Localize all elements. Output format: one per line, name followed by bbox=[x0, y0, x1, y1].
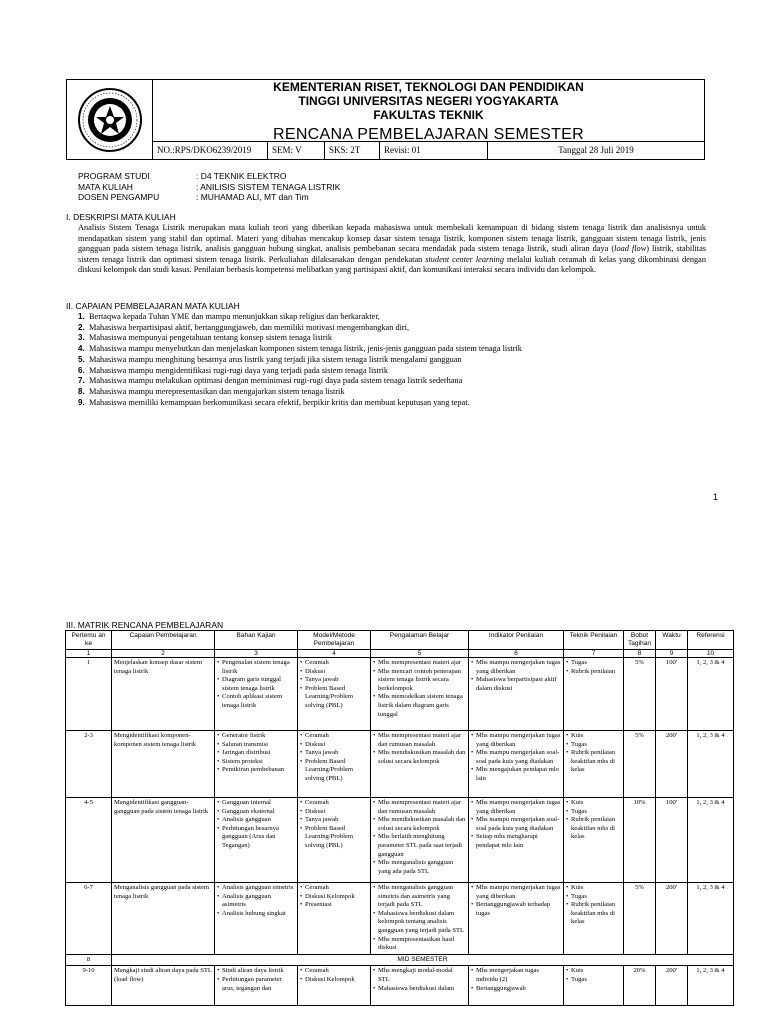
item-number: 3. bbox=[78, 333, 85, 343]
info-key: DOSEN PENGAMPU bbox=[78, 192, 160, 202]
list-item bbox=[78, 398, 698, 409]
list-item: • Diskusi Kelompok bbox=[300, 976, 368, 985]
section-heading-outcomes: II. CAPAIAN PEMBELAJARAN MATA KULIAH bbox=[66, 301, 240, 311]
faculty-title: FAKULTAS TEKNIK bbox=[373, 108, 484, 122]
column-number: 4 bbox=[298, 650, 371, 658]
teaching-method-cell bbox=[298, 883, 371, 955]
column-number: 7 bbox=[564, 650, 624, 658]
assessment-indicator-cell bbox=[469, 658, 564, 731]
list-item: • Gangguan eksternal bbox=[217, 808, 295, 817]
list-item: • Tugas bbox=[566, 808, 621, 817]
assessment-technique-cell bbox=[564, 883, 624, 955]
list-item: • Problem Based Learning/Problem solving (PBL) bbox=[300, 685, 368, 711]
list-item: • Mhs menganalisis gangguan yang ada pada STL bbox=[373, 859, 466, 876]
list-item: • Rubrik penilaian keaktifan mhs di kelas bbox=[566, 749, 621, 775]
item-text: Mahasiswa berpartisipasi aktif, bertanggungjaweb, dan memiliki motivasi mengembangkan diri, bbox=[89, 322, 410, 332]
list-item: • Tugas bbox=[566, 741, 621, 750]
list-item: • Pemikiran pembebanan bbox=[217, 766, 295, 775]
study-material-cell bbox=[215, 883, 298, 955]
learning-experience-cell-list bbox=[373, 799, 466, 876]
list-item: • Tugas bbox=[566, 659, 621, 668]
list-item: • Ceramah bbox=[300, 799, 368, 808]
item-number: 7. bbox=[78, 376, 85, 386]
item-text: Mahasiswa mampu menyebutkan dan menjelaskan komponen sistem tenaga listrik, jenis-jenis gangguan pada sistem tenaga listrik bbox=[89, 344, 522, 354]
info-row bbox=[78, 182, 340, 193]
week-cell: 8 bbox=[66, 954, 112, 966]
column-header: Referensi bbox=[688, 631, 734, 650]
list-item bbox=[78, 312, 698, 323]
assessment-technique-cell-list bbox=[566, 799, 621, 842]
table-header-row bbox=[66, 631, 734, 650]
reference-cell: 1, 2, 3 & 4 bbox=[688, 658, 734, 731]
assessment-technique-cell-list bbox=[566, 659, 621, 676]
list-item: • Kuis bbox=[566, 732, 621, 741]
assessment-indicator-cell-list bbox=[471, 884, 561, 918]
item-text: Mahasiswa mampu menghitung besarnya arus listrik yang terjadi jika sistem tenaga listrik mengalami gangguan bbox=[89, 354, 462, 364]
study-material-cell-list bbox=[217, 799, 295, 851]
list-item: • Rubrik penilaian keaktifan mhs di kelas bbox=[566, 816, 621, 842]
assessment-indicator-cell-list bbox=[471, 659, 561, 693]
list-item: • Mhs mampu mengerjakan tugas yang diberikan bbox=[471, 799, 561, 816]
list-item: • Problem Based Learning/Problem solving (PBL) bbox=[300, 825, 368, 851]
learning-experience-cell-list bbox=[373, 732, 466, 766]
list-item: • Mhs mengajukan pendapat mlo lain bbox=[471, 766, 561, 783]
column-header: Teknik Penilaian bbox=[564, 631, 624, 650]
list-item: • Mhs mampu mengerjakan soal-soal pada kuis yang diadakan bbox=[471, 816, 561, 833]
list-item: • Problem Based Learning/Problem solving (PBL) bbox=[300, 758, 368, 784]
list-item: • Diskusi bbox=[300, 668, 368, 677]
info-value: : MUHAMAD ALI, MT dan Tim bbox=[196, 192, 309, 202]
list-item: • Mhs mempresentasi materi ajar bbox=[373, 659, 466, 668]
column-header: Capaian Pembelajaran bbox=[112, 631, 215, 650]
revision: Revisi: 01 bbox=[380, 142, 488, 159]
description-text: ) listrik, stabilitas sistem tenaga listrik dan optimasi sistem tenaga listrik. Perkuliahan dilaksanakan dengan pendekatan bbox=[78, 244, 707, 264]
table-row bbox=[66, 966, 734, 1006]
teaching-method-cell bbox=[298, 731, 371, 798]
weight-cell: 5% bbox=[624, 658, 656, 731]
list-item: • Studi aliran daya listrik bbox=[217, 967, 295, 976]
list-item: • Gangguan internal bbox=[217, 799, 295, 808]
teaching-method-cell-list bbox=[300, 659, 368, 711]
column-number: 6 bbox=[469, 650, 564, 658]
course-description bbox=[78, 223, 706, 276]
column-number: 5 bbox=[371, 650, 469, 658]
doc-number: NO.:RPS/DKO6239/2019 bbox=[153, 142, 268, 159]
assessment-indicator-cell bbox=[469, 731, 564, 798]
description-text: melalui kuliah ceramah di kelas yang dikombinasi dengan diskusi kelompok dan studi kasus. Penilaian berbasis kompetensi melibatkan yang partisipasi aktif, dan komunikasi interaksi secara individu dan kelompok. bbox=[78, 254, 706, 274]
study-material-cell bbox=[215, 731, 298, 798]
teaching-method-cell-list bbox=[300, 967, 368, 984]
item-text: Mahasiswa mampu mengidentifikasi rugi-rugi daya yang terjadi pada sistem tenaga listrik bbox=[89, 365, 389, 375]
assessment-indicator-cell-list bbox=[471, 967, 561, 993]
learning-outcome-cell: Menjelaskan konsep dasar sistem tenaga listrik bbox=[112, 658, 215, 731]
item-number: 6. bbox=[78, 365, 85, 375]
list-item bbox=[78, 355, 698, 366]
list-item: • Ceramah bbox=[300, 884, 368, 893]
column-header: Pengalaman Belajar bbox=[371, 631, 469, 650]
learning-outcome-cell: Mengidentifikasi gangguan-gangguan pada sistem tenaga listrik bbox=[112, 798, 215, 883]
document-header bbox=[66, 79, 705, 160]
list-item: • Setiap mhs mengharapi pendapat mlo lain bbox=[471, 833, 561, 850]
section-heading-matrix: III. MATRIK RENCANA PEMBELAJARAN bbox=[66, 620, 224, 630]
list-item: • Mhs mampu mengerjakan tugas yang diberikan bbox=[471, 659, 561, 676]
list-item: • Mhs mendiskusikan masalah dan solusi secara kelompok bbox=[373, 816, 466, 833]
list-item: • Perhitungan besarnya gangguan (Arus dan Tegangan) bbox=[217, 825, 295, 851]
list-item bbox=[78, 333, 698, 344]
list-item: • Mahasiswa berdiskusi dalam bbox=[373, 985, 466, 994]
list-item: • Rubrik penilaian keaktifan mhs di kelas bbox=[566, 901, 621, 927]
time-cell: 200' bbox=[656, 966, 688, 1006]
assessment-indicator-cell bbox=[469, 883, 564, 955]
assessment-indicator-cell bbox=[469, 966, 564, 1006]
item-number: 1. bbox=[78, 312, 85, 321]
document-meta-row bbox=[153, 141, 704, 159]
university-logo-cell bbox=[67, 80, 153, 159]
study-material-cell bbox=[215, 798, 298, 883]
column-number: 9 bbox=[656, 650, 688, 658]
section-heading-description: I. DESKRIPSI MATA KULIAH bbox=[66, 212, 176, 222]
list-item: • Analisis hubung singkat bbox=[217, 910, 295, 919]
list-item: • Analisis gangguan simetris bbox=[217, 884, 295, 893]
week-cell: 9-10 bbox=[66, 966, 112, 1006]
reference-cell: 1, 2, 3 & 4 bbox=[688, 798, 734, 883]
list-item: • Generator listrik bbox=[217, 732, 295, 741]
list-item: • Ceramah bbox=[300, 967, 368, 976]
list-item: • Mhs mampu mengerjakan tugas yang diberikan bbox=[471, 732, 561, 749]
teaching-method-cell-list bbox=[300, 732, 368, 784]
study-material-cell-list bbox=[217, 884, 295, 918]
item-number: 2. bbox=[78, 322, 85, 332]
column-number: 2 bbox=[112, 650, 215, 658]
study-material-cell-list bbox=[217, 967, 295, 993]
assessment-indicator-cell bbox=[469, 798, 564, 883]
info-key: PROGRAM STUDI bbox=[78, 171, 150, 181]
list-item bbox=[78, 344, 698, 355]
column-header: Bahan Kajian bbox=[215, 631, 298, 650]
assessment-technique-cell bbox=[564, 966, 624, 1006]
learning-experience-cell bbox=[371, 658, 469, 731]
study-material-cell bbox=[215, 658, 298, 731]
list-item: • Tugas bbox=[566, 976, 621, 985]
table-row bbox=[66, 731, 734, 798]
semester: SEM: V bbox=[268, 142, 325, 159]
column-number: 1 bbox=[66, 650, 112, 658]
university-title: TINGGI UNIVERSITAS NEGERI YOGYAKARTA bbox=[298, 94, 559, 108]
list-item: • Sistem proteksi bbox=[217, 758, 295, 767]
column-header: Bobot Tagihan bbox=[624, 631, 656, 650]
sks: SKS: 2T bbox=[325, 142, 380, 159]
assessment-technique-cell-list bbox=[566, 884, 621, 927]
info-value: : ANILISIS SISTEM TENAGA LISTRIK bbox=[196, 181, 341, 192]
list-item: • Presentasi bbox=[300, 901, 368, 910]
item-number: 5. bbox=[78, 354, 85, 364]
learning-experience-cell bbox=[371, 883, 469, 955]
list-item bbox=[78, 387, 698, 398]
list-item bbox=[78, 376, 698, 387]
list-item: • Mhs mengerjakan tugas individu (2) bbox=[471, 967, 561, 984]
list-item: • Kuis bbox=[566, 967, 621, 976]
list-item: • Mhs mencari contoh penerapan sistem tenaga listrik secara berkelompok bbox=[373, 668, 466, 694]
list-item: • Mhs mempresentasikan hasil diskusi bbox=[373, 936, 466, 953]
item-text: Bertaqwa kepada Tuhan YME dan mampu menunjukkan sikap religius dan berkarakter, bbox=[89, 312, 380, 321]
assessment-technique-cell bbox=[564, 798, 624, 883]
weight-cell: 5% bbox=[624, 731, 656, 798]
header-titles bbox=[153, 80, 704, 141]
reference-cell: 1, 2, 3 & 4 bbox=[688, 966, 734, 1006]
university-seal-icon bbox=[77, 87, 143, 153]
list-item: • Diagram garis tunggal sistem tenaga listrik bbox=[217, 676, 295, 693]
learning-experience-cell-list bbox=[373, 884, 466, 953]
list-item: • Mhs memodelkan sistem tenaga listrik dalam diagram garis tunggal bbox=[373, 693, 466, 719]
learning-outcome-cell: Mengkaji studi aliran daya pada STL (load flow) bbox=[112, 966, 215, 1006]
item-number: 4. bbox=[78, 344, 85, 354]
list-item: • Mhs mampu mengerjakan tugas yang diberikan bbox=[471, 884, 561, 901]
document-title: RENCANA PEMBELAJARAN SEMESTER bbox=[273, 126, 584, 143]
column-number: 8 bbox=[624, 650, 656, 658]
list-item: • Ceramah bbox=[300, 659, 368, 668]
learning-outcomes-list bbox=[78, 312, 698, 408]
list-item: • Tanya jawab bbox=[300, 816, 368, 825]
assessment-technique-cell-list bbox=[566, 732, 621, 775]
learning-experience-cell bbox=[371, 731, 469, 798]
study-material-cell bbox=[215, 966, 298, 1006]
time-cell: 100' bbox=[656, 798, 688, 883]
assessment-technique-cell-list bbox=[566, 967, 621, 984]
item-text: Mahasiswa mampu melakukan optimasi dengan meminimasi rugi-rugi daya pada sistem tenaga listrik sederhana bbox=[89, 376, 463, 386]
mid-semester-label: MID SEMESTER bbox=[112, 954, 734, 966]
week-cell: 1 bbox=[66, 658, 112, 731]
item-text: Mahasiswa memiliki kemampuan berkomunikasi secara efektif, berpikir kritis dan membuat keputusan yang tepat. bbox=[89, 397, 470, 407]
list-item: • Analisis gangguan bbox=[217, 816, 295, 825]
teaching-method-cell bbox=[298, 658, 371, 731]
list-item: • Tugas bbox=[566, 893, 621, 902]
list-item: • Mhs mempresentasi materi ajar dan rumusan masalah bbox=[373, 799, 466, 816]
list-item: • Kuis bbox=[566, 799, 621, 808]
list-item: • Diskusi bbox=[300, 741, 368, 750]
study-material-cell-list bbox=[217, 659, 295, 711]
assessment-technique-cell bbox=[564, 658, 624, 731]
weight-cell: 20% bbox=[624, 966, 656, 1006]
assessment-technique-cell bbox=[564, 731, 624, 798]
list-item: • Rubrik penilaian bbox=[566, 668, 621, 677]
list-item bbox=[78, 323, 698, 334]
learning-outcome-cell: Menganalisis gangguan pada sistem tenaga listrik bbox=[112, 883, 215, 955]
list-item: • Tanya jawab bbox=[300, 749, 368, 758]
column-number: 3 bbox=[215, 650, 298, 658]
list-item: • Mhs mampu mengerjakan soal-soal pada kuis yang diadakan bbox=[471, 749, 561, 766]
list-item: • Diskusi Kelompok bbox=[300, 893, 368, 902]
page-number: 1 bbox=[713, 492, 719, 502]
column-header: Indikator Penilaian bbox=[469, 631, 564, 650]
table-row bbox=[66, 658, 734, 731]
weight-cell: 5% bbox=[624, 883, 656, 955]
column-header: Pertemu an ke bbox=[66, 631, 112, 650]
mid-semester-row bbox=[66, 954, 734, 966]
date: Tanggal 28 Juli 2019 bbox=[558, 145, 634, 155]
info-key: MATA KULIAH bbox=[78, 181, 133, 192]
week-cell: 4-5 bbox=[66, 798, 112, 883]
learning-experience-cell bbox=[371, 966, 469, 1006]
reference-cell: 1, 2, 3 & 4 bbox=[688, 731, 734, 798]
learning-experience-cell-list bbox=[373, 659, 466, 719]
list-item bbox=[78, 366, 698, 377]
list-item: • Mahasiswa berpartisipasi aktif dalam diskusi bbox=[471, 676, 561, 693]
list-item: • Mhs mengkaji modal-modal STL bbox=[373, 967, 466, 984]
item-number: 8. bbox=[78, 386, 85, 396]
learning-outcome-cell: Mengidentifikasi komponen-komponen sistem tenaga listrik bbox=[112, 731, 215, 798]
list-item: • Mahasiswa berdiskusi dalam kelompok tentang analisis gangguan yang terjadi pada STL bbox=[373, 910, 466, 936]
info-value: : D4 TEKNIK ELEKTRO bbox=[196, 171, 287, 181]
column-number: 10 bbox=[688, 650, 734, 658]
table-row bbox=[66, 883, 734, 955]
list-item: • Ceramah bbox=[300, 732, 368, 741]
column-header: Waktu bbox=[656, 631, 688, 650]
list-item: • Mhs mendiskusikan masalah dan solusi secara kelompok bbox=[373, 749, 466, 766]
list-item: • Contoh aplikasi sistem tenaga listrik bbox=[217, 693, 295, 710]
learning-experience-cell-list bbox=[373, 967, 466, 993]
list-item: • Kuis bbox=[566, 884, 621, 893]
item-text: Mahasiswa mampu merepresentasikan dan mengajarkan sistem tenaga listrik bbox=[89, 386, 345, 396]
item-text: Mahasiswa mempunyai pengetahuan tentang konsep sistem tenaga listrik bbox=[89, 333, 333, 343]
time-cell: 200' bbox=[656, 883, 688, 955]
description-emphasis: load flow bbox=[614, 244, 647, 253]
list-item: • Diskusi bbox=[300, 808, 368, 817]
list-item: • Tanya jawab bbox=[300, 676, 368, 685]
ministry-title: KEMENTERIAN RISET, TEKNOLOGI DAN PENDIDIKAN bbox=[273, 80, 584, 94]
course-info bbox=[78, 171, 340, 203]
assessment-indicator-cell-list bbox=[471, 799, 561, 851]
time-cell: 100' bbox=[656, 658, 688, 731]
teaching-method-cell bbox=[298, 966, 371, 1006]
item-number: 9. bbox=[78, 397, 85, 407]
list-item: • Saluran transmisi bbox=[217, 741, 295, 750]
teaching-method-cell-list bbox=[300, 884, 368, 910]
learning-experience-cell bbox=[371, 798, 469, 883]
info-row bbox=[78, 171, 340, 182]
week-cell: 2-3 bbox=[66, 731, 112, 798]
list-item: • Mhs berlatih menghitung parameter STL pada saat terjadi gangguan bbox=[373, 833, 466, 859]
column-header: Model/Metode Pembelajaran bbox=[298, 631, 371, 650]
list-item: • Perhitungan parameter arus, tegangan dan bbox=[217, 976, 295, 993]
description-text: Analisis Sistem Tenaga Listrik merupakan mata kuliah teori yang diberikan kepada mahasiswa untuk membekali kemampuan di bidang sistem tenaga listrik dan analisisnya untuk mendapatkan sistem yang stabil dan optimal. Materi yang dibahas mencakup konsep dasar sistem tenaga listrik, komponen sistem tenaga listrik, gangguan sistem tenaga listrik, jenis gangguan pada sistem tenaga listrik, analisis gangguan hubung singkat, analisis pembebanan secara mendadak pada sistem tenaga listrik, studi aliran daya ( bbox=[78, 223, 706, 253]
list-item: • Mhs menganalisis gangguan simetris dan asimetris yang terjadi pada STL bbox=[373, 884, 466, 910]
weight-cell: 10% bbox=[624, 798, 656, 883]
table-row bbox=[66, 798, 734, 883]
list-item: • Pengenalan sistem tenaga listrik bbox=[217, 659, 295, 676]
list-item: • Analisis gangguan asimetris bbox=[217, 893, 295, 910]
assessment-indicator-cell-list bbox=[471, 732, 561, 784]
list-item: • Jaringan distribusi bbox=[217, 749, 295, 758]
list-item: • Bertanggungjawab bbox=[471, 985, 561, 994]
list-item: • Mhs mempresentasi materi ajar dan rumusan masalah bbox=[373, 732, 466, 749]
info-row bbox=[78, 192, 340, 203]
study-material-cell-list bbox=[217, 732, 295, 775]
week-cell: 6-7 bbox=[66, 883, 112, 955]
list-item: • Bertanggungjawab terhadap tugas bbox=[471, 901, 561, 918]
teaching-method-cell-list bbox=[300, 799, 368, 851]
learning-matrix-table bbox=[65, 630, 734, 1006]
description-emphasis: student center learning bbox=[425, 254, 504, 264]
time-cell: 200' bbox=[656, 731, 688, 798]
reference-cell: 1, 2, 3 & 4 bbox=[688, 883, 734, 955]
column-number-row bbox=[66, 650, 734, 658]
teaching-method-cell bbox=[298, 798, 371, 883]
